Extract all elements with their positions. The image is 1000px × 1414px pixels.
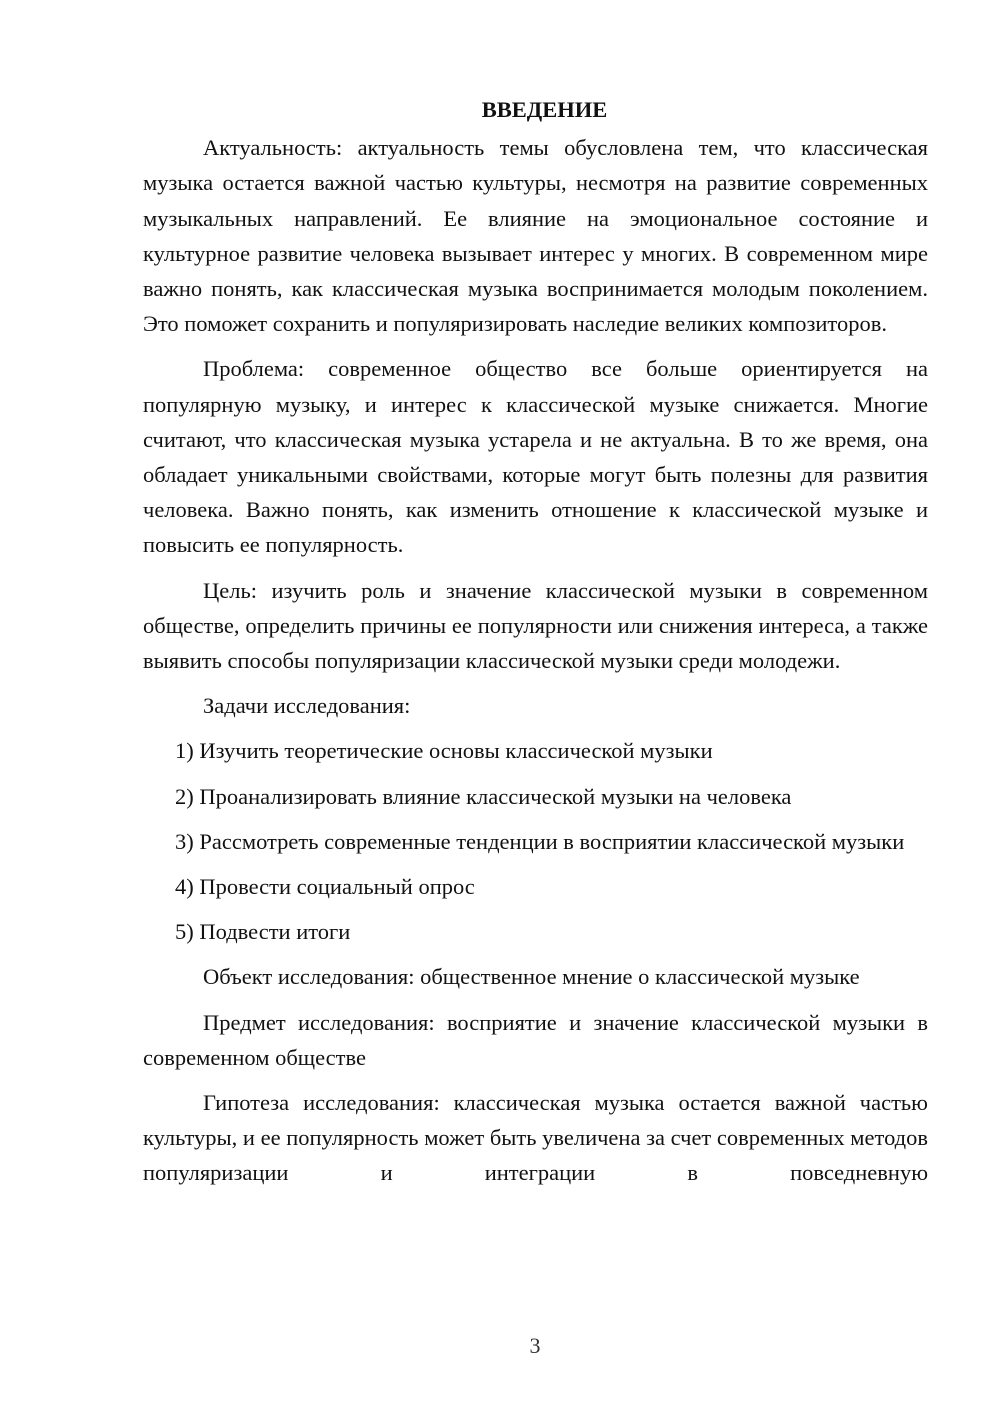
hypothesis-paragraph: Гипотеза исследования: классическая музыка остается важной частью культуры, и ее популярность может быть увеличена за счет современных методов популяризации и интеграции в повседневную (143, 1090, 928, 1186)
task-item-3: 3) Рассмотреть современные тенденции в восприятии классической музыки (175, 828, 905, 854)
relevance-paragraph: Актуальность: актуальность темы обусловлена тем, что классическая музыка остается важной частью культуры, несмотря на развитие современных музыкальных направлений. Ее влияние на эмоциональное состояние и культурное развитие человека вызывает интерес у многих. В современном мире важно понять, как классическая музыка воспринимается молодым поколением. Это поможет сохранить и популяризировать наследие великих композиторов. (143, 135, 928, 337)
goal-paragraph: Цель: изучить роль и значение классической музыки в современном обществе, определить причины ее популярности или снижения интереса, а также выявить способы популяризации классической музыки среди молодежи. (143, 577, 928, 674)
page-content (143, 92, 928, 1201)
problem-paragraph: Проблема: современное общество все больше ориентируется на популярную музыку, и интерес к классической музыке снижается. Многие считают, что классическая музыка устарела и не актуальна. В то же время, она обладает уникальными свойствами, которые могут быть полезны для развития человека. Важно понять, как изменить отношение к классической музыке и повысить ее популярность. (143, 356, 928, 558)
task-item-1: 1) Изучить теоретические основы классической музыки (175, 738, 713, 764)
object-paragraph: Объект исследования: общественное мнение о классической музыке (203, 964, 860, 990)
page-title: ВВЕДЕНИЕ (481, 97, 608, 122)
task-item-2: 2) Проанализировать влияние классической музыки на человека (175, 783, 792, 809)
page-number: 3 (529, 1333, 541, 1358)
task-item-4: 4) Провести социальный опрос (175, 874, 475, 900)
task-item-5: 5) Подвести итоги (175, 919, 351, 945)
tasks-heading: Задачи исследования: (203, 693, 411, 719)
subject-paragraph: Предмет исследования: восприятие и значение классической музыки в современном обществе (143, 1009, 928, 1070)
